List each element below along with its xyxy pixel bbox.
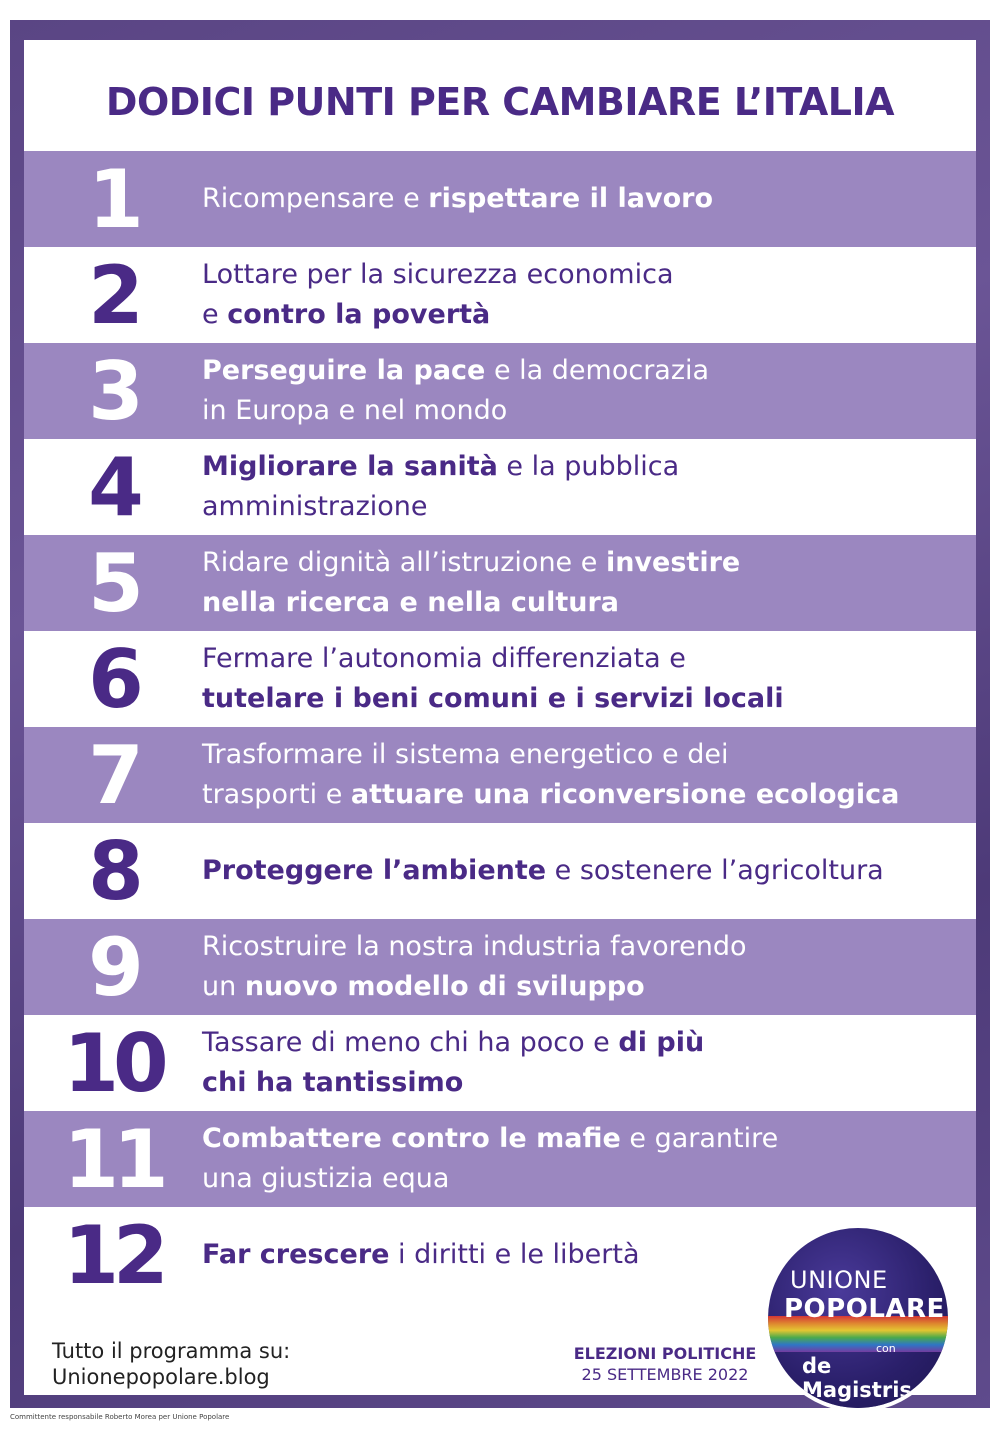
point-number: 2: [88, 248, 138, 342]
point-text-regular: e sostenere l’agricoltura: [546, 855, 884, 886]
point-row: [24, 631, 976, 727]
point-text: [202, 1111, 972, 1207]
point-text-line: [202, 775, 972, 815]
point-text-bold: contro la povertà: [227, 299, 491, 330]
point-number: 8: [88, 824, 138, 918]
point-text-line: [202, 583, 972, 623]
point-text-line: [202, 679, 972, 719]
point-text-regular: Ricompensare e: [202, 183, 429, 214]
logo-line-demagistris: de Magistris: [802, 1354, 912, 1402]
point-text-regular: in Europa e nel mondo: [202, 395, 508, 426]
point-row: [24, 151, 976, 247]
program-url[interactable]: Unionepopolare.blog: [52, 1365, 270, 1389]
point-text-line: [202, 543, 972, 583]
point-text-line: [202, 1119, 972, 1159]
point-text-regular: Fermare l’autonomia differenziata e: [202, 643, 686, 674]
point-number: 6: [88, 632, 138, 726]
point-text-regular: e garantire: [620, 1123, 779, 1154]
point-number: 10: [63, 1016, 163, 1110]
logo-line-unione: UNIONE: [790, 1266, 888, 1294]
point-text-line: [202, 967, 972, 1007]
point-text-line: [202, 1159, 972, 1199]
point-text-regular: Lottare per la sicurezza economica: [202, 259, 674, 290]
point-row: [24, 727, 976, 823]
legal-credit: Committente responsabile Roberto Morea per Unione Popolare: [10, 1413, 230, 1421]
point-row: [24, 439, 976, 535]
point-text-line: [202, 735, 972, 775]
point-text: [202, 823, 972, 919]
point-text: [202, 343, 972, 439]
point-number: 3: [88, 344, 138, 438]
point-number: 7: [88, 728, 138, 822]
point-text-line: [202, 295, 972, 335]
point-text: [202, 919, 972, 1015]
point-text-bold: di più: [618, 1027, 705, 1058]
point-row: [24, 535, 976, 631]
point-text-line: [202, 179, 972, 219]
point-number: 12: [63, 1208, 163, 1302]
point-text-bold: Perseguire la pace: [202, 355, 486, 386]
point-text-regular: una giustizia equa: [202, 1163, 450, 1194]
poster-title: DODICI PUNTI PER CAMBIARE L’ITALIA: [105, 80, 895, 124]
point-text-line: [202, 255, 972, 295]
point-text-regular: amministrazione: [202, 491, 428, 522]
point-text-line: [202, 391, 972, 431]
point-text: [202, 247, 972, 343]
point-text-bold: Combattere contro le mafie: [202, 1123, 621, 1154]
point-text-line: [202, 851, 972, 891]
election-date: 25 SETTEMBRE 2022: [581, 1365, 749, 1384]
point-text: [202, 1015, 972, 1111]
point-text-bold: nuovo modello di sviluppo: [244, 971, 645, 1002]
point-text-regular: un: [202, 971, 245, 1002]
unione-popolare-logo: [768, 1228, 948, 1408]
point-row: [24, 1111, 976, 1207]
point-number: 4: [88, 440, 138, 534]
point-text: [202, 535, 972, 631]
program-info: [52, 1338, 290, 1390]
point-text-regular: Tassare di meno chi ha poco e: [202, 1027, 619, 1058]
point-text-bold: nella ricerca e nella cultura: [202, 587, 620, 618]
point-text-bold: rispettare il lavoro: [428, 183, 714, 214]
point-text-regular: Ricostruire la nostra industria favorendo: [202, 931, 747, 962]
point-text-bold: Migliorare la sanità: [202, 451, 498, 482]
point-text-bold: tutelare i beni comuni e i servizi locali: [202, 683, 784, 714]
point-text: [202, 151, 972, 247]
point-number: 9: [88, 920, 138, 1014]
point-row: [24, 1015, 976, 1111]
logo-con: con: [876, 1342, 896, 1355]
point-text: [202, 439, 972, 535]
point-text-regular: trasporti e: [202, 779, 351, 810]
point-text-line: [202, 447, 972, 487]
point-number: 11: [63, 1112, 163, 1206]
point-text-bold: attuare una riconversione ecologica: [350, 779, 900, 810]
election-info: [560, 1344, 770, 1386]
point-text-line: [202, 1023, 972, 1063]
point-text-line: [202, 487, 972, 527]
point-number: 1: [88, 152, 138, 246]
point-text-line: [202, 1063, 972, 1103]
point-text-regular: Ridare dignità all’istruzione e: [202, 547, 606, 578]
point-text-line: [202, 927, 972, 967]
point-text-line: [202, 351, 972, 391]
point-text-regular: i diritti e le libertà: [389, 1239, 640, 1270]
point-number: 5: [88, 536, 138, 630]
point-text: [202, 631, 972, 727]
point-text-regular: e la pubblica: [497, 451, 680, 482]
point-text-regular: e: [202, 299, 228, 330]
point-text-line: [202, 639, 972, 679]
point-text-regular: Trasformare il sistema energetico e dei: [202, 739, 729, 770]
program-label: Tutto il programma su:: [52, 1339, 291, 1363]
point-text-regular: e la democrazia: [485, 355, 710, 386]
point-text-bold: chi ha tantissimo: [202, 1067, 464, 1098]
point-row: [24, 919, 976, 1015]
point-row: [24, 247, 976, 343]
point-row: [24, 823, 976, 919]
point-text-bold: Far crescere: [202, 1239, 390, 1270]
point-row: [24, 343, 976, 439]
election-title: ELEZIONI POLITICHE: [573, 1344, 757, 1363]
point-text-bold: investire: [605, 547, 741, 578]
logo-line-popolare: POPOLARE: [784, 1294, 945, 1324]
point-text: [202, 727, 972, 823]
point-text-bold: Proteggere l’ambiente: [202, 855, 547, 886]
